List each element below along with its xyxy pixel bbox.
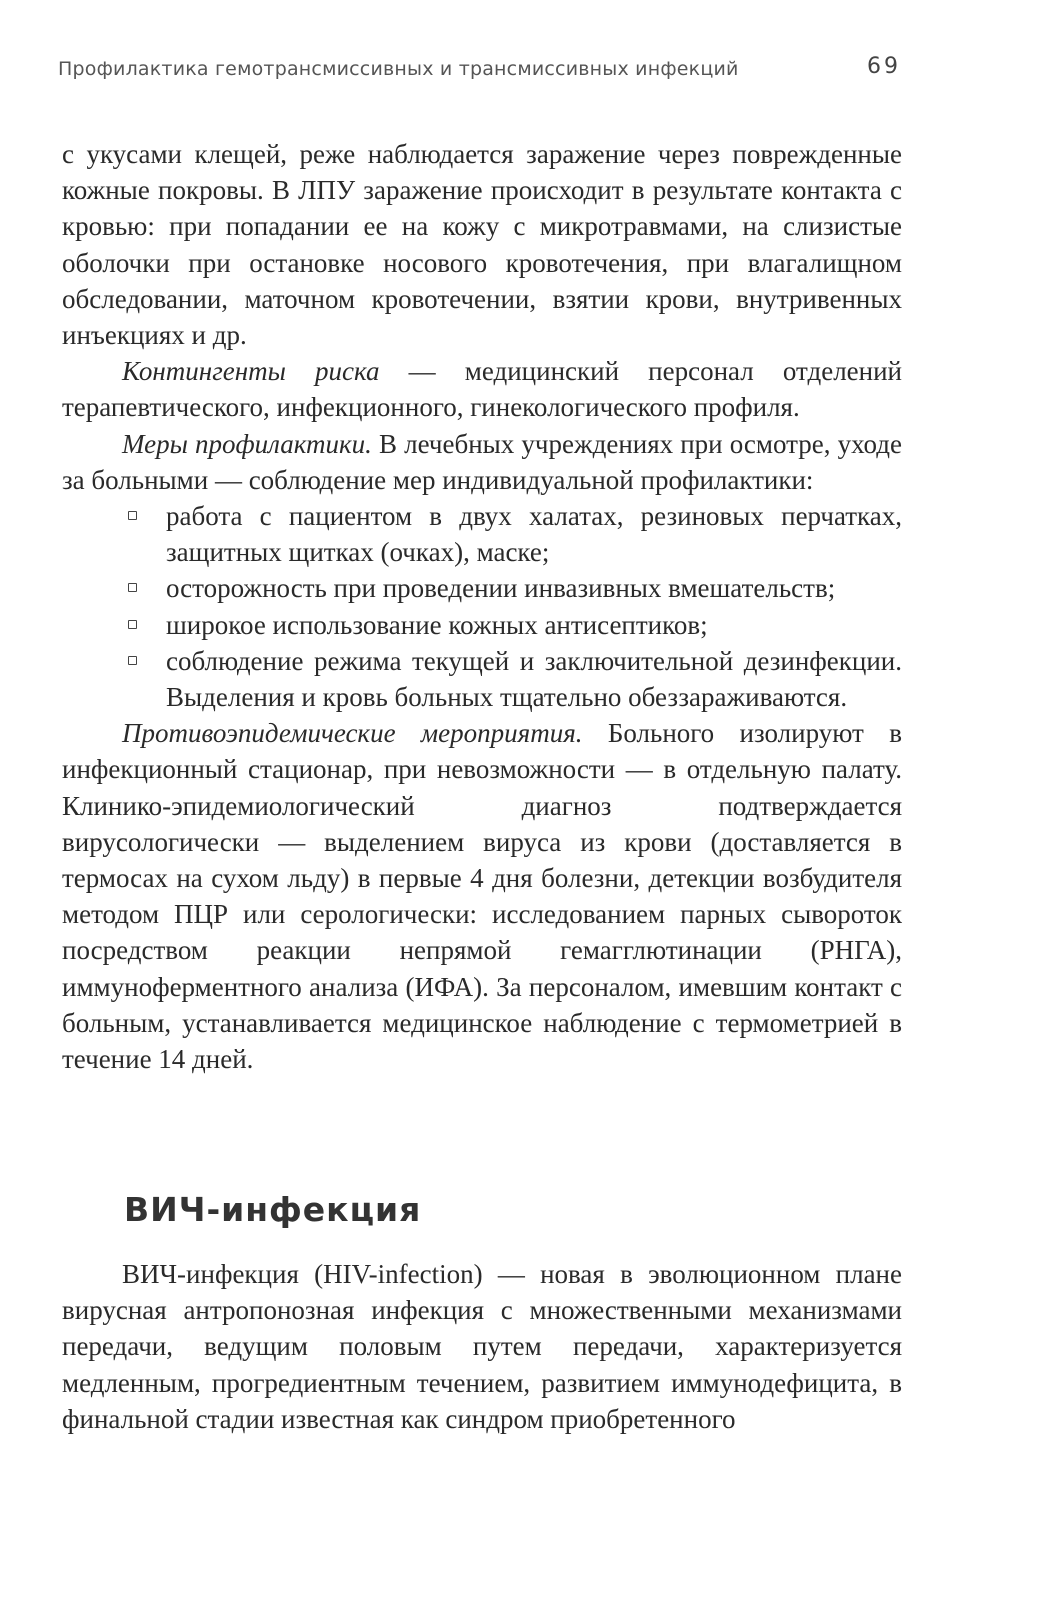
paragraph-prevention [62, 426, 902, 498]
prevention-text: В лечебных учреждениях при осмотре, уходе за больными — соблюдение мер индивидуальной профилактики: [62, 428, 902, 495]
main-text [62, 136, 902, 1077]
list-item: работа с пациентом в двух халатах, резиновых перчатках, защитных щитках (очках), маске; [62, 498, 902, 570]
section-heading: ВИЧ-инфекция [124, 1190, 422, 1229]
risk-groups-text: — медицинский персонал отделений терапевтического, инфекционного, гинекологического профиля. [62, 356, 902, 423]
antiepidemic-text: Больного изолируют в инфекционный стационар, при невозможности — в отдельную палату. Клинико-эпидемиологический диагноз подтверждается вирусологически — выделением вируса из крови (доставляется в термосах на сухом льду) в первые 4 дня болезни, детекции возбудителя методом ПЦР или серологически: исследованием парных сывороток посредством реакции непрямой гемагглютинации (РНГА), иммуноферментного анализа (ИФА). За персоналом, имевшим контакт с больным, устанавливается медицинское наблюдение с термометрией в течение 14 дней. [62, 718, 902, 1075]
list-item: осторожность при проведении инвазивных вмешательств; [62, 570, 902, 606]
list-item: широкое использование кожных антисептиков; [62, 607, 902, 643]
paragraph-antiepidemic [62, 715, 902, 1077]
term-prevention: Меры профилактики. [122, 428, 372, 459]
section-text [62, 1256, 902, 1437]
list-item: соблюдение режима текущей и заключительной дезинфекции. Выделения и кровь больных тщательно обеззараживаются. [62, 643, 902, 715]
prevention-measures-list [62, 498, 902, 715]
page-number: 69 [867, 54, 901, 79]
paragraph-intro: с укусами клещей, реже наблюдается заражение через поврежденные кожные покровы. В ЛПУ заражение происходит в результате контакта с кровью: при попадании ее на кожу с микротравмами, на слизистые оболочки при остановке носового кровотечения, при влагалищном обследовании, маточном кровотечении, взятии крови, внутривенных инъекциях и др. [62, 139, 902, 351]
term-risk-groups: Контингенты риска [122, 356, 380, 387]
paragraph-risk-groups [62, 353, 902, 425]
running-header: Профилактика гемотрансмиссивных и трансмиссивных инфекций [58, 58, 739, 80]
term-antiepidemic: Противоэпидемические мероприятия. [122, 718, 583, 749]
paragraph-hiv-definition: ВИЧ-инфекция (HIV-infection) — новая в эволюционном плане вирусная антропонозная инфекция с множественными механизмами передачи, ведущим половым путем передачи, характеризуется медленным, прогредиентным течением, развитием иммунодефицита, в финальной стадии известная как синдром приобретенного [62, 1259, 902, 1434]
